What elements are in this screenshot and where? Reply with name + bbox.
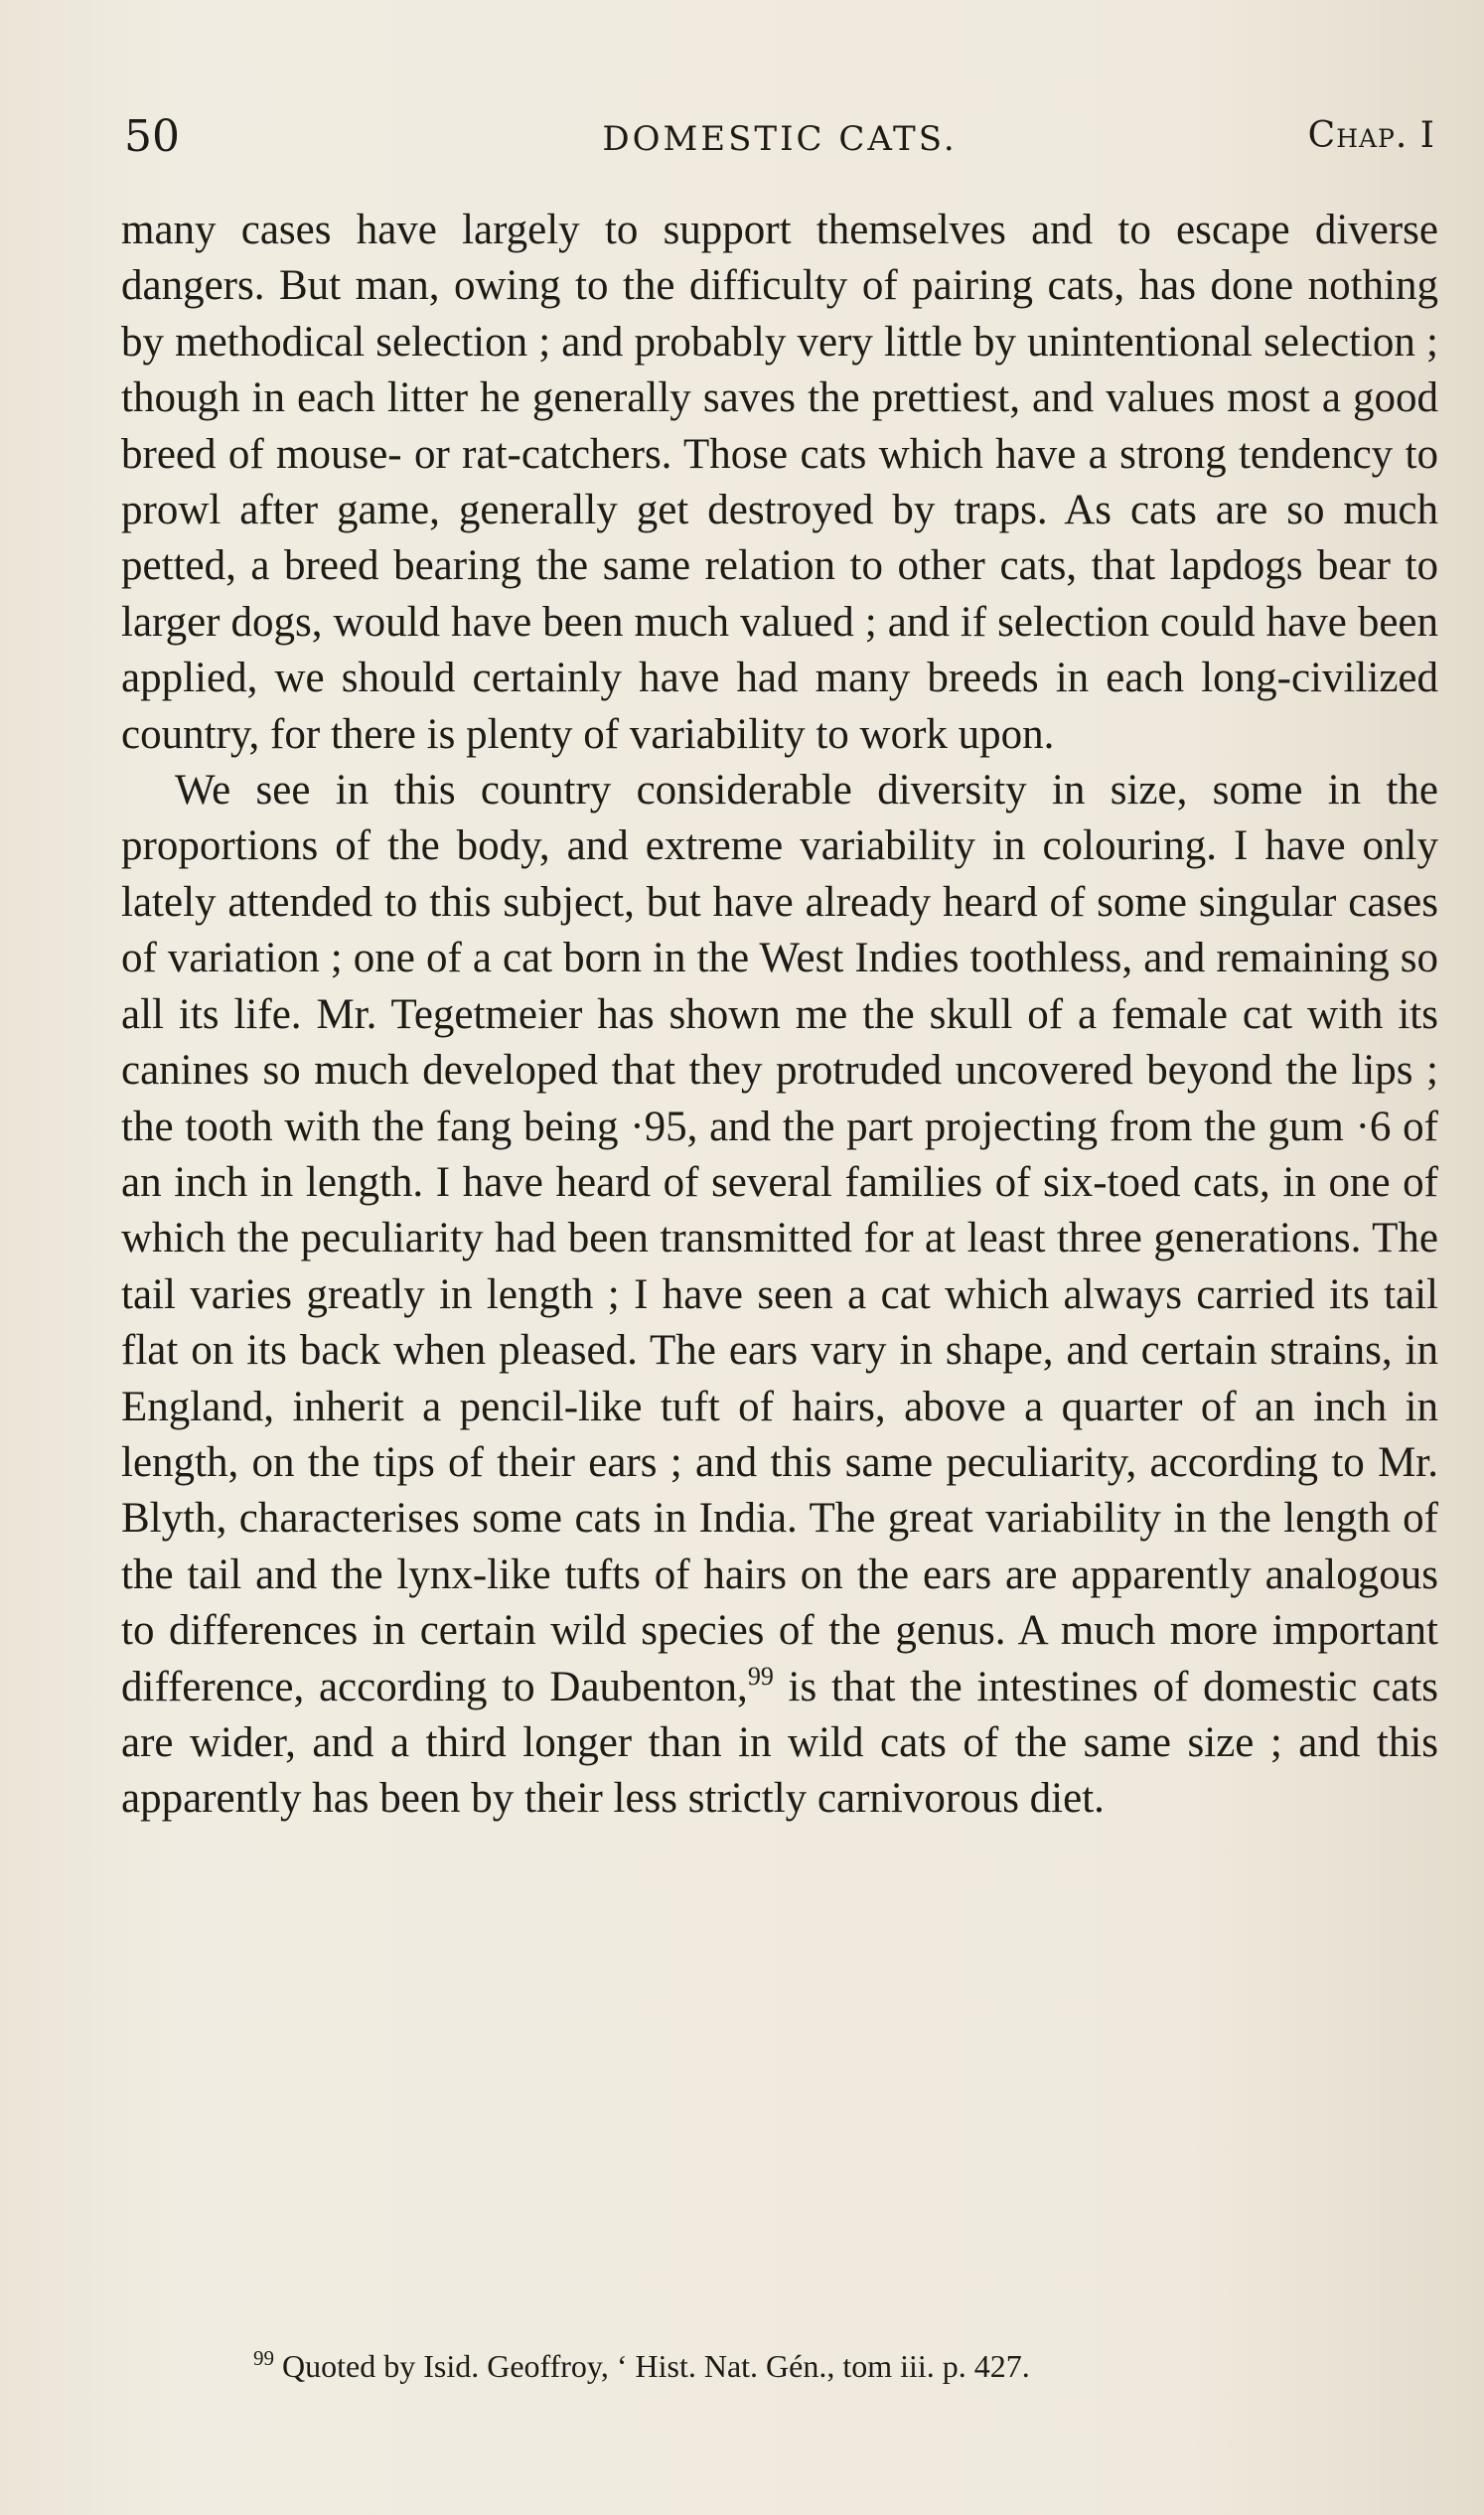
- paragraph-2-text-after-note: is that the intestines of domestic cats are wider, and a third longer than in wild cats of the same size ; and this apparently has been by their less strictly carnivorous diet.: [121, 1663, 1438, 1823]
- body-text: [121, 203, 1438, 1828]
- footnote-text: Quoted by Isid. Geoffroy, ‘ Hist. Nat. Gén., tom iii. p. 427.: [282, 2348, 1030, 2384]
- footnote: [253, 2348, 1030, 2385]
- running-title: DOMESTIC CATS.: [602, 119, 958, 159]
- page-number: 50: [124, 111, 180, 162]
- footnote-marker: 99: [253, 2346, 274, 2370]
- running-head: [124, 111, 1435, 171]
- paragraph-1: many cases have largely to support themselves and to escape diverse dangers. But man, owing to the difficulty of pairing cats, has done nothing by methodical selection ; and probably very little by unintentional selection ; though in each litter he generally saves the prettiest, and values most a good breed of mouse- or rat-catchers. Those cats which have a strong tendency to prowl after game, generally get destroyed by traps. As cats are so much petted, a breed bearing the same relation to other cats, that lapdogs bear to larger dogs, would have been much valued ; and if selection could have been applied, we should certainly have had many breeds in each long-civilized country, for there is plenty of variability to work upon.: [121, 207, 1438, 758]
- footnote-reference[interactable]: 99: [747, 1661, 774, 1691]
- chapter-label: Chap. I: [1307, 115, 1435, 156]
- paragraph-2: [121, 763, 1438, 1828]
- paragraph-2-text-before-note: We see in this country considerable diversity in size, some in the proportions of the body, and extreme variability in colouring. I have only lately attended to this subject, but have already heard of some singular cases of variation ; one of a cat born in the West Indies toothless, and remaining so all its life. Mr. Tegetmeier has shown me the skull of a female cat with its canines so much developed that they protruded uncovered beyond the lips ; the tooth with the fang being ·95, and the part projecting from the gum ·6 of an inch in length. I have heard of several families of six-toed cats, in one of which the peculiarity had been transmitted for at least three generations. The tail varies greatly in length ; I have seen a cat which always carried its tail flat on its back when pleased. The ears vary in shape, and certain strains, in England, inherit a pencil-like tuft of hairs, above a quarter of an inch in length, on the tips of their ears ; and this same peculiarity, according to Mr. Blyth, characterises some cats in India. The great variability in the length of the tail and the lynx-like tufts of hairs on the ears are apparently analogous to differences in certain wild species of the genus. A much more important difference, according to Daubenton,: [121, 767, 1438, 1710]
